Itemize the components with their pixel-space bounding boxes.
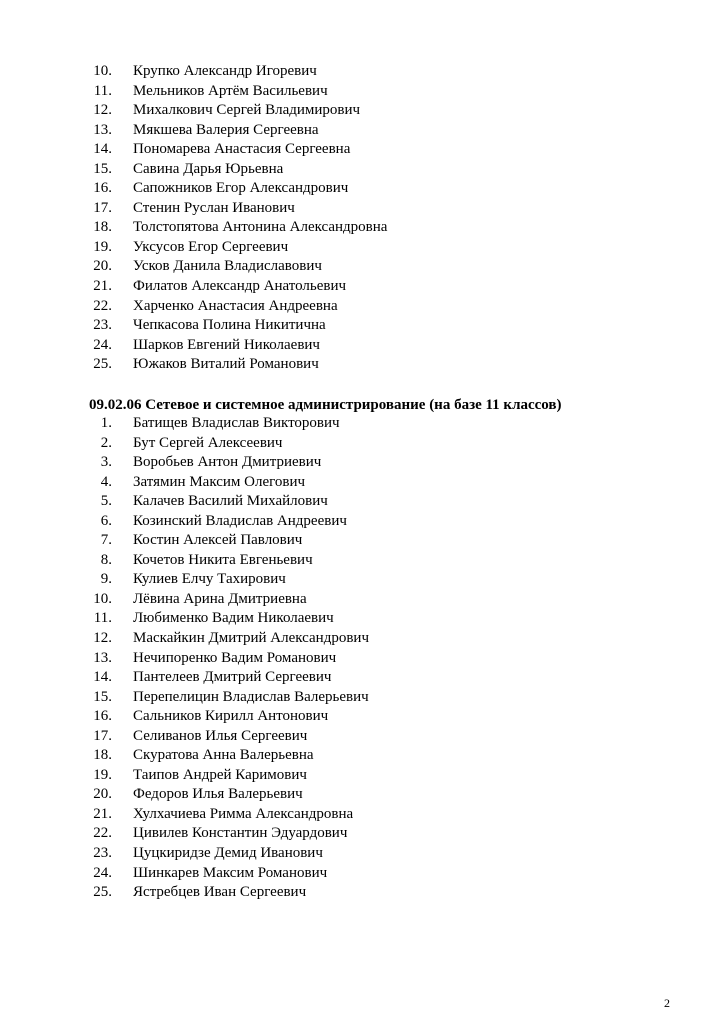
item-number: 8. [100, 551, 112, 568]
student-name: Лёвина Арина Дмитриевна [133, 590, 307, 607]
item-number: 25. [93, 884, 112, 901]
student-name: Цивилев Константин Эдуардович [133, 825, 348, 842]
student-name: Федоров Илья Валерьевич [133, 786, 303, 803]
student-name: Чепкасова Полина Никитична [133, 317, 326, 334]
item-number: 1. [100, 415, 112, 431]
student-name: Филатов Александр Анатольевич [133, 278, 347, 295]
student-name: Уксусов Егор Сергеевич [133, 238, 289, 255]
item-number: 24. [93, 864, 112, 881]
student-name: Крупко Александр Игоревич [133, 63, 317, 79]
student-name: Стенин Руслан Иванович [133, 199, 295, 216]
student-name: Мякшева Валерия Сергеевна [133, 121, 319, 138]
student-name: Таипов Андрей Каримович [133, 766, 307, 783]
item-number: 23. [93, 845, 112, 862]
item-number: 11. [93, 82, 112, 99]
item-number: 18. [93, 219, 112, 236]
student-name: Батищев Владислав Викторович [133, 415, 340, 431]
item-number: 13. [93, 121, 112, 138]
item-number: 11. [93, 610, 112, 627]
section-heading: 09.02.06 Сетевое и системное администрирование (на базе 11 классов) [89, 397, 562, 413]
item-number: 21. [93, 805, 112, 822]
item-number: 15. [93, 160, 112, 177]
student-name: Ястребцев Иван Сергеевич [133, 884, 307, 901]
item-number: 21. [93, 278, 112, 295]
student-name: Южаков Виталий Романович [133, 356, 319, 373]
student-name: Костин Алексей Павлович [133, 532, 303, 549]
student-name: Мельников Артём Васильевич [133, 82, 328, 99]
student-name: Кулиев Елчу Тахирович [133, 571, 286, 588]
student-name: Маскайкин Дмитрий Александрович [133, 630, 369, 647]
student-name: Воробьев Антон Дмитриевич [133, 454, 322, 471]
student-name: Нечипоренко Вадим Романович [133, 649, 337, 666]
item-number: 6. [100, 512, 112, 529]
item-number: 20. [93, 258, 112, 275]
student-name: Перепелицин Владислав Валерьевич [133, 688, 369, 705]
item-number: 23. [93, 317, 112, 334]
item-number: 3. [100, 454, 112, 471]
item-number: 17. [93, 727, 112, 744]
student-name: Скуратова Анна Валерьевна [133, 747, 314, 764]
item-number: 12. [93, 630, 112, 647]
item-number: 22. [93, 297, 112, 314]
student-name: Пономарева Анастасия Сергеевна [133, 141, 351, 158]
item-number: 16. [93, 708, 112, 725]
student-name: Шинкарев Максим Романович [133, 864, 328, 881]
item-number: 16. [93, 180, 112, 197]
item-number: 4. [100, 473, 112, 490]
item-number: 15. [93, 688, 112, 705]
item-number: 9. [100, 571, 112, 588]
student-name: Усков Данила Владиславович [133, 258, 322, 275]
student-name: Толстопятова Антонина Александровна [133, 219, 388, 236]
item-number: 19. [93, 238, 112, 255]
student-name: Сальников Кирилл Антонович [133, 708, 329, 725]
item-number: 24. [93, 336, 112, 353]
student-name: Кочетов Никита Евгеньевич [133, 551, 313, 568]
student-name: Козинский Владислав Андреевич [133, 512, 347, 529]
item-number: 12. [93, 102, 112, 119]
item-number: 22. [93, 825, 112, 842]
student-name: Сапожников Егор Александрович [133, 180, 349, 197]
student-name: Михалкович Сергей Владимирович [133, 102, 361, 119]
student-name: Цуцкиридзе Демид Иванович [133, 845, 323, 862]
student-name: Селиванов Илья Сергеевич [133, 727, 308, 744]
item-number: 18. [93, 747, 112, 764]
page-number: 2 [664, 996, 670, 1010]
item-number: 10. [93, 63, 112, 79]
item-number: 25. [93, 356, 112, 373]
student-name: Калачев Василий Михайлович [133, 493, 328, 510]
item-number: 7. [100, 532, 112, 549]
student-name: Савина Дарья Юрьевна [133, 160, 284, 177]
student-name: Затямин Максим Олегович [133, 473, 306, 490]
item-number: 14. [93, 141, 112, 158]
student-name: Шарков Евгений Николаевич [133, 336, 320, 353]
student-name: Хулхачиева Римма Александровна [133, 805, 354, 822]
student-name: Любименко Вадим Николаевич [133, 610, 334, 627]
item-number: 14. [93, 669, 112, 686]
item-number: 10. [93, 590, 112, 607]
item-number: 5. [100, 493, 112, 510]
item-number: 20. [93, 786, 112, 803]
item-number: 13. [93, 649, 112, 666]
item-number: 19. [93, 766, 112, 783]
student-name: Пантелеев Дмитрий Сергеевич [133, 669, 332, 686]
student-name: Бут Сергей Алексеевич [133, 434, 283, 451]
item-number: 17. [93, 199, 112, 216]
item-number: 2. [100, 434, 112, 451]
student-name: Харченко Анастасия Андреевна [133, 297, 338, 314]
